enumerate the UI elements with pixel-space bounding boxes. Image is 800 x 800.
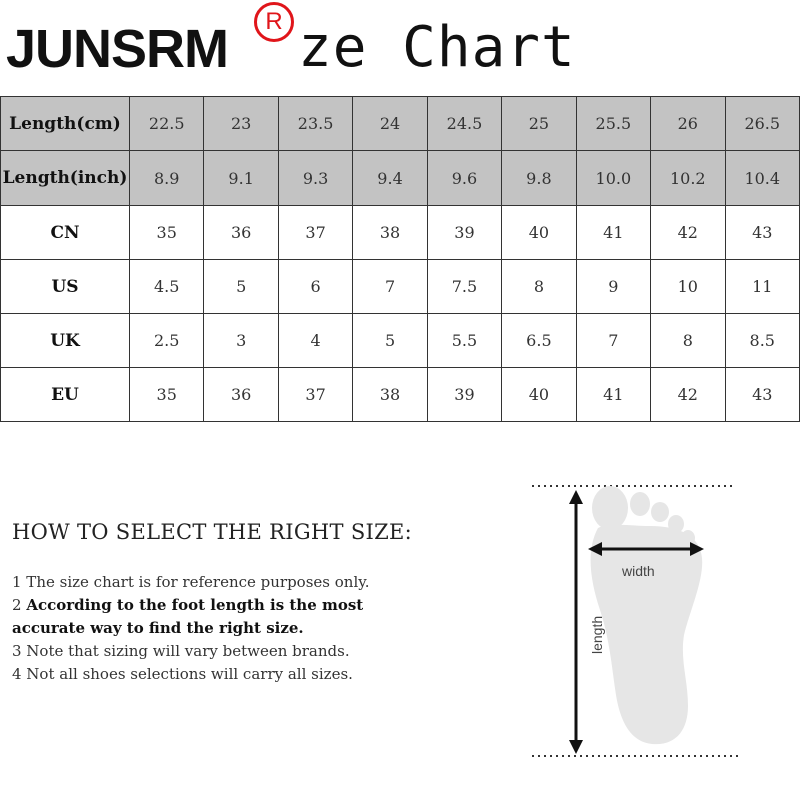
row-header: Length(cm) — [1, 97, 130, 151]
table-cell: 10 — [651, 260, 725, 314]
table-cell: 6 — [278, 260, 352, 314]
table-cell: 36 — [204, 368, 278, 422]
note-4: 4 Not all shoes selections will carry all sizes. — [12, 665, 353, 683]
brand-logo — [0, 0, 304, 94]
width-label: width — [622, 563, 655, 579]
table-cell: 24 — [353, 97, 427, 151]
table-cell: 38 — [353, 206, 427, 260]
table-cell: 9.1 — [204, 151, 278, 206]
table-cell: 37 — [278, 206, 352, 260]
table-row-us — [1, 260, 800, 314]
table-cell: 9.6 — [427, 151, 501, 206]
table-row-length-inch — [1, 151, 800, 206]
page-title: ze Chart — [298, 15, 576, 80]
table-cell: 39 — [427, 368, 501, 422]
table-cell: 8 — [502, 260, 576, 314]
table-cell: 7.5 — [427, 260, 501, 314]
table-row-cn — [1, 206, 800, 260]
table-cell: 25.5 — [576, 97, 650, 151]
table-cell: 8.9 — [130, 151, 204, 206]
row-header: UK — [1, 314, 130, 368]
table-row-eu — [1, 368, 800, 422]
table-cell: 7 — [576, 314, 650, 368]
row-header: Length(inch) — [1, 151, 130, 206]
table-cell: 5 — [353, 314, 427, 368]
table-cell: 9.4 — [353, 151, 427, 206]
table-cell: 2.5 — [130, 314, 204, 368]
table-cell: 8 — [651, 314, 725, 368]
table-cell: 42 — [651, 368, 725, 422]
row-header: EU — [1, 368, 130, 422]
table-cell: 8.5 — [725, 314, 800, 368]
table-row-length-cm — [1, 97, 800, 151]
table-cell: 43 — [725, 206, 800, 260]
table-cell: 7 — [353, 260, 427, 314]
note-2 — [12, 594, 472, 617]
table-cell: 42 — [651, 206, 725, 260]
size-table — [0, 96, 800, 422]
note-1: 1 The size chart is for reference purposes only. — [12, 573, 370, 591]
table-cell: 37 — [278, 368, 352, 422]
table-cell: 35 — [130, 368, 204, 422]
note-2-bold-line-1: According to the foot length is the most — [26, 596, 364, 614]
table-cell: 23 — [204, 97, 278, 151]
note-2-number: 2 — [12, 596, 27, 614]
brand-name: JUNSRM — [6, 19, 229, 79]
table-cell: 43 — [725, 368, 800, 422]
table-cell: 26 — [651, 97, 725, 151]
table-cell: 5 — [204, 260, 278, 314]
table-cell: 9.8 — [502, 151, 576, 206]
howto-notes — [12, 571, 472, 686]
table-cell: 11 — [725, 260, 800, 314]
howto-heading: HOW TO SELECT THE RIGHT SIZE: — [12, 520, 413, 544]
table-cell: 3 — [204, 314, 278, 368]
table-cell: 5.5 — [427, 314, 501, 368]
foot-silhouette-icon — [591, 486, 703, 744]
row-header: US — [1, 260, 130, 314]
table-cell: 35 — [130, 206, 204, 260]
table-cell: 39 — [427, 206, 501, 260]
table-cell: 40 — [502, 206, 576, 260]
note-3: 3 Note that sizing will vary between brands. — [12, 642, 350, 660]
table-cell: 10.2 — [651, 151, 725, 206]
table-cell: 40 — [502, 368, 576, 422]
table-row-uk — [1, 314, 800, 368]
table-cell: 6.5 — [502, 314, 576, 368]
table-cell: 26.5 — [725, 97, 800, 151]
table-cell: 9.3 — [278, 151, 352, 206]
table-cell: 4 — [278, 314, 352, 368]
registered-mark-icon: R — [254, 2, 294, 42]
table-cell: 22.5 — [130, 97, 204, 151]
table-cell: 10.4 — [725, 151, 800, 206]
foot-measurement-diagram — [520, 470, 800, 770]
table-cell: 4.5 — [130, 260, 204, 314]
table-cell: 41 — [576, 206, 650, 260]
row-header: CN — [1, 206, 130, 260]
table-cell: 24.5 — [427, 97, 501, 151]
length-label: length — [589, 615, 605, 654]
table-cell: 25 — [502, 97, 576, 151]
table-cell: 38 — [353, 368, 427, 422]
table-cell: 9 — [576, 260, 650, 314]
table-cell: 23.5 — [278, 97, 352, 151]
table-cell: 41 — [576, 368, 650, 422]
note-2-bold-line-2: accurate way to find the right size. — [12, 619, 304, 637]
note-2-continued — [12, 617, 472, 640]
table-cell: 36 — [204, 206, 278, 260]
length-arrow-icon — [569, 490, 583, 754]
table-cell: 10.0 — [576, 151, 650, 206]
